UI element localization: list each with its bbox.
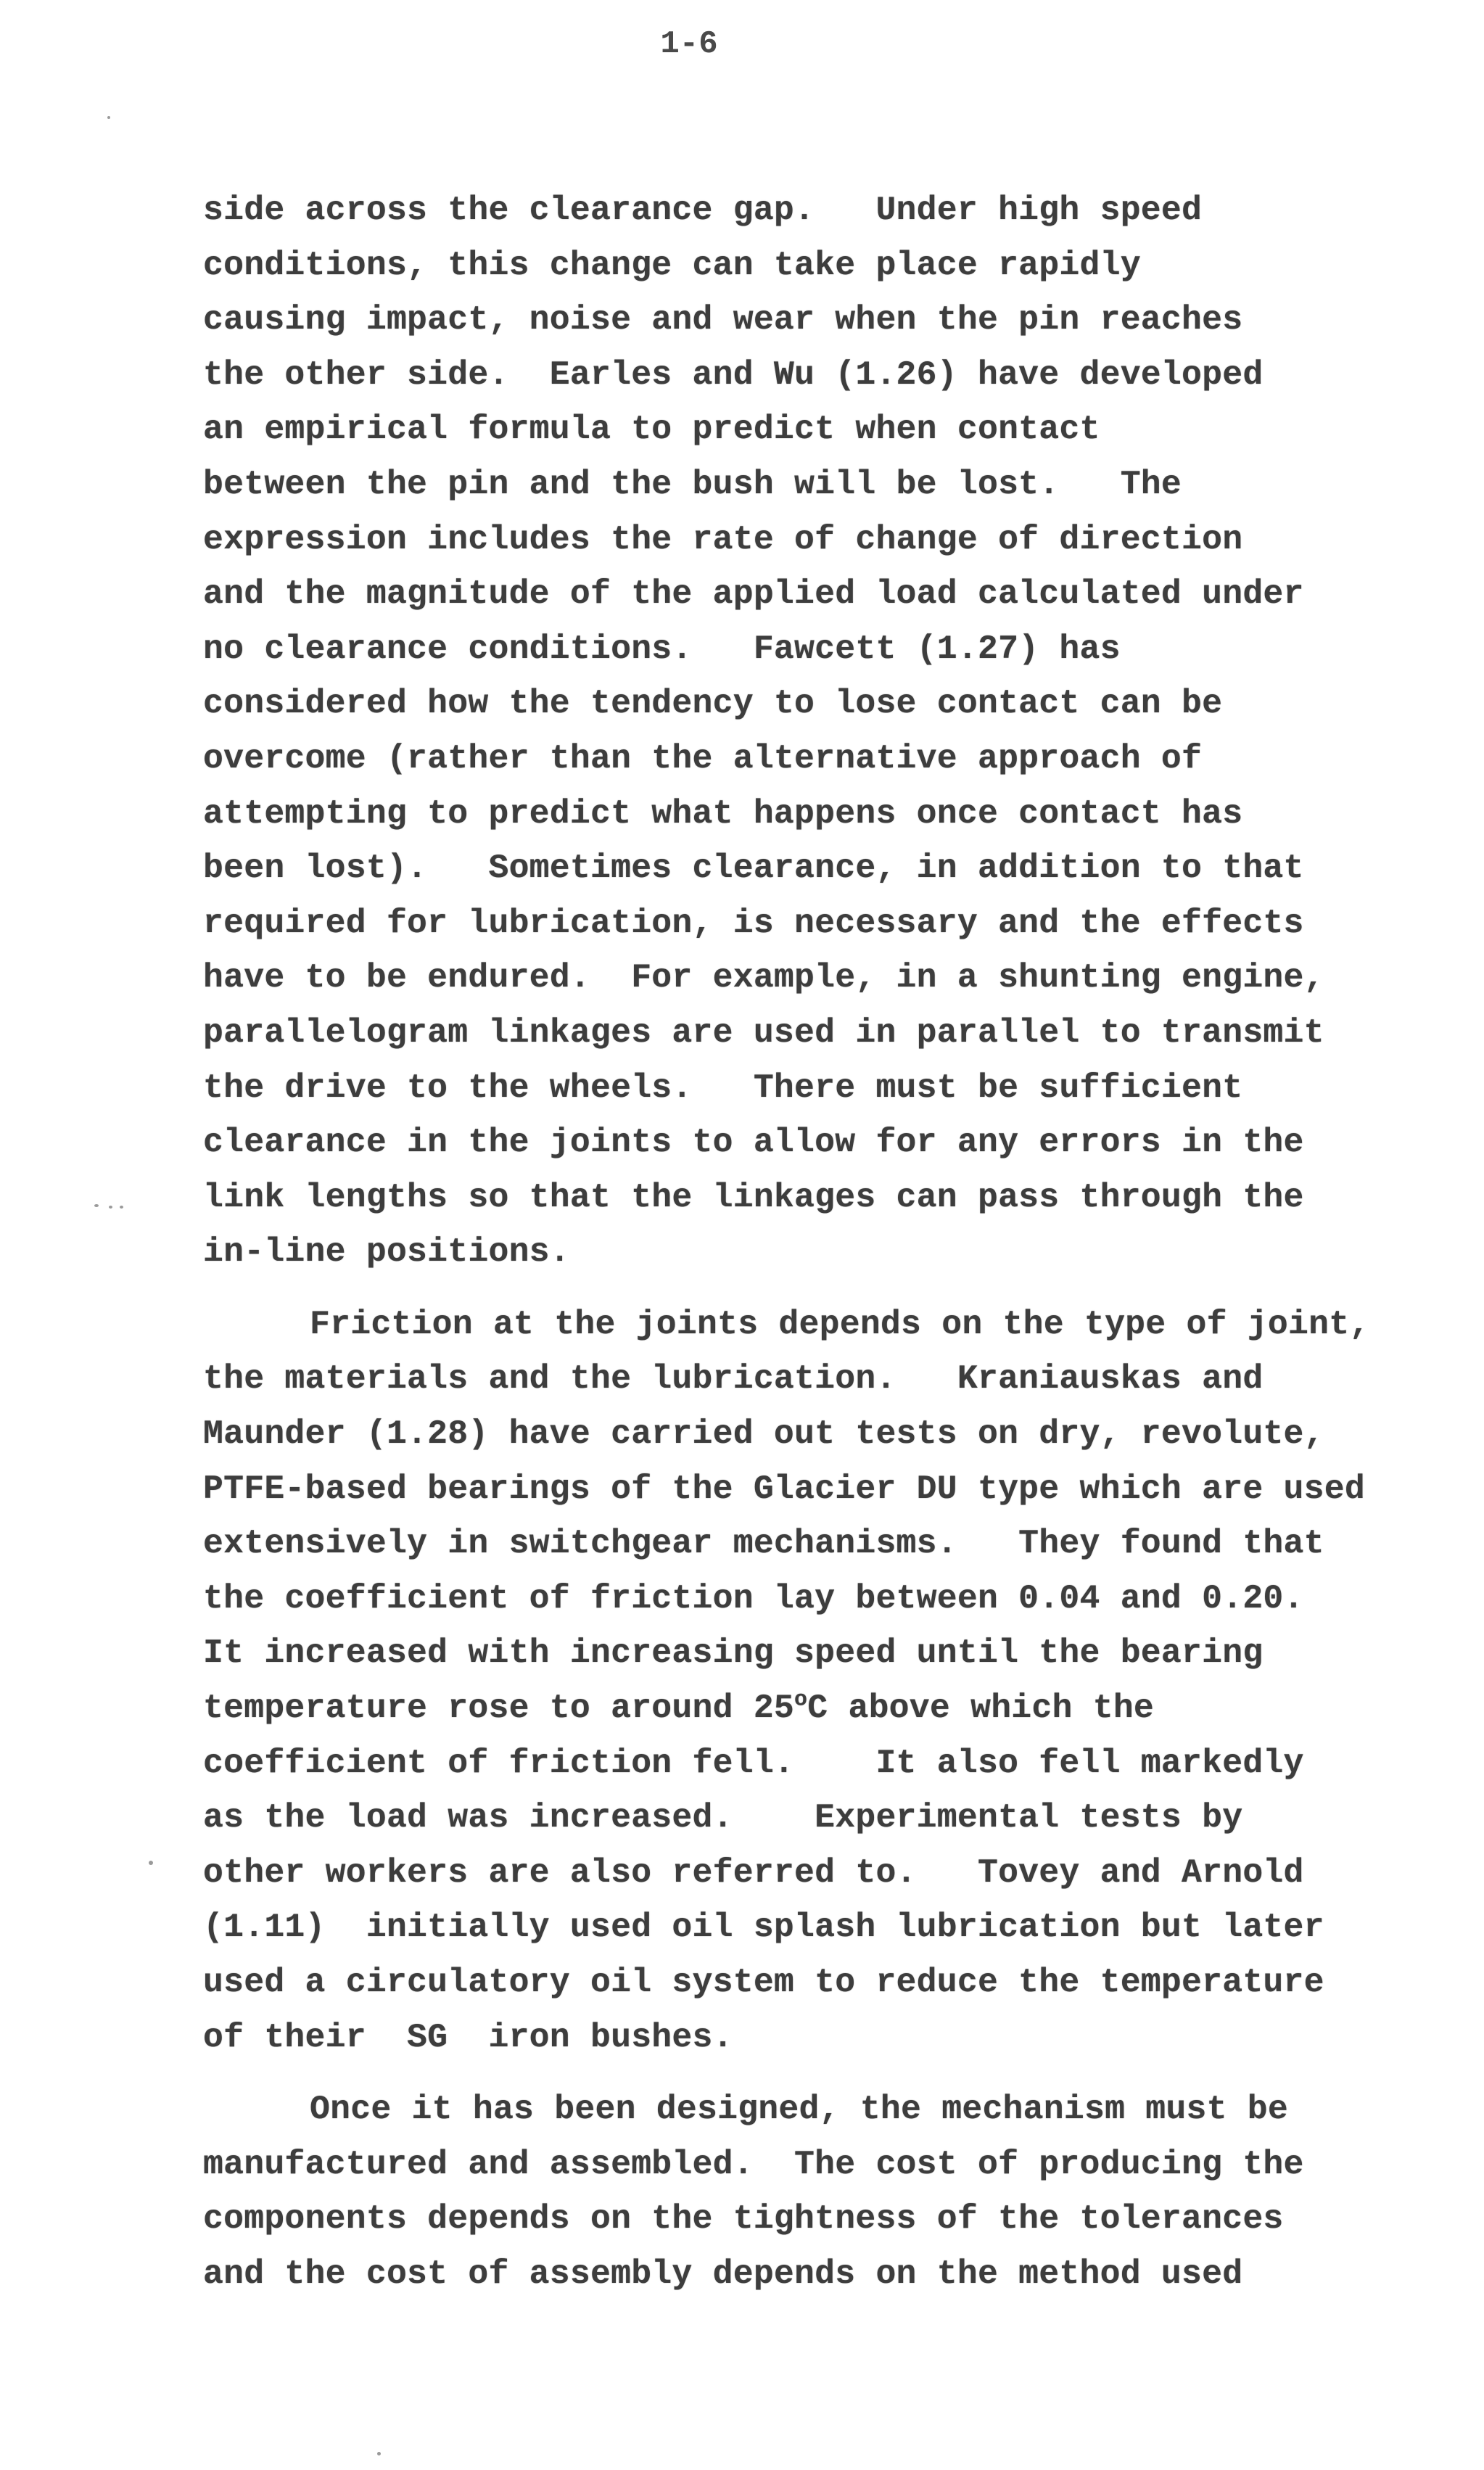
text-line: Once it has been designed, the mechanism must be — [310, 2090, 1289, 2129]
text-line: side across the clearance gap. Under high speed — [203, 191, 1203, 229]
text-line: the other side. Earles and Wu (1.26) have developed — [203, 355, 1264, 394]
page-number: 1-6 — [660, 26, 718, 62]
degree-superscript: o — [794, 1687, 808, 1713]
text-line: the drive to the wheels. There must be sufficient — [203, 1068, 1243, 1107]
paragraph-2 — [203, 1297, 1451, 2064]
text-fragment: C above which the — [807, 1689, 1155, 1728]
scan-speck — [120, 1206, 123, 1209]
text-line: of their SG iron bushes. — [203, 2017, 733, 2057]
text-line: required for lubrication, is necessary and the effects — [203, 903, 1304, 942]
text-line: other workers are also referred to. Tovey and Arnold — [203, 1853, 1304, 1892]
text-line: been lost). Sometimes clearance, in addition to that — [203, 849, 1304, 888]
scan-speck — [149, 1861, 153, 1865]
text-line: in-line positions. — [203, 1232, 570, 1272]
text-line: between the pin and the bush will be lost. The — [203, 464, 1182, 503]
text-line: PTFE-based bearings of the Glacier DU type which are used — [203, 1469, 1365, 1508]
text-line: conditions, this change can take place rapidly — [203, 245, 1141, 284]
text-line: and the magnitude of the applied load calculated under — [203, 575, 1304, 614]
paragraph-3 — [203, 2082, 1451, 2301]
text-line-with-superscript — [203, 1681, 1451, 1736]
text-line: manufactured and assembled. The cost of producing the — [203, 2144, 1304, 2183]
text-fragment: temperature rose to around 25 — [203, 1689, 795, 1728]
text-line: as the load was increased. Experimental tests by — [203, 1798, 1243, 1837]
text-line: coefficient of friction fell. It also fell markedly — [203, 1743, 1304, 1782]
text-line: clearance in the joints to allow for any errors in the — [203, 1123, 1304, 1162]
text-line: the materials and the lubrication. Kraniauskas and — [203, 1359, 1264, 1399]
text-line: overcome (rather than the alternative approach of — [203, 738, 1203, 778]
text-line: have to be endured. For example, in a shunting engine, — [203, 958, 1324, 997]
text-line: causing impact, noise and wear when the pin reaches — [203, 300, 1243, 339]
body-text — [203, 183, 1451, 2319]
paragraph-1 — [203, 183, 1451, 1280]
text-line: no clearance conditions. Fawcett (1.27) has — [203, 629, 1121, 668]
scan-speck — [109, 1206, 112, 1209]
text-line: link lengths so that the linkages can pass through the — [203, 1177, 1304, 1217]
text-line: and the cost of assembly depends on the method used — [203, 2254, 1243, 2293]
scan-speck — [94, 1204, 99, 1207]
scan-speck — [377, 2452, 381, 2455]
text-line: parallelogram linkages are used in parallel to transmit — [203, 1013, 1324, 1052]
text-line: attempting to predict what happens once contact has — [203, 794, 1243, 833]
text-line: used a circulatory oil system to reduce the temperature — [203, 1963, 1324, 2001]
text-line: extensively in switchgear mechanisms. They found that — [203, 1524, 1324, 1563]
text-line: the coefficient of friction lay between 0.04 and 0.20. — [203, 1578, 1304, 1618]
text-line: It increased with increasing speed until the bearing — [203, 1634, 1264, 1673]
scan-speck — [107, 116, 110, 119]
text-line: Maunder (1.28) have carried out tests on dry, revolute, — [203, 1415, 1324, 1454]
text-line: considered how the tendency to lose contact can be — [203, 684, 1223, 723]
text-line: components depends on the tightness of the tolerances — [203, 2199, 1284, 2239]
text-line: expression includes the rate of change of direction — [203, 519, 1243, 559]
text-line: an empirical formula to predict when contact — [203, 410, 1100, 449]
text-line: (1.11) initially used oil splash lubrication but later — [203, 1908, 1324, 1947]
text-line: Friction at the joints depends on the type of joint, — [310, 1304, 1370, 1343]
